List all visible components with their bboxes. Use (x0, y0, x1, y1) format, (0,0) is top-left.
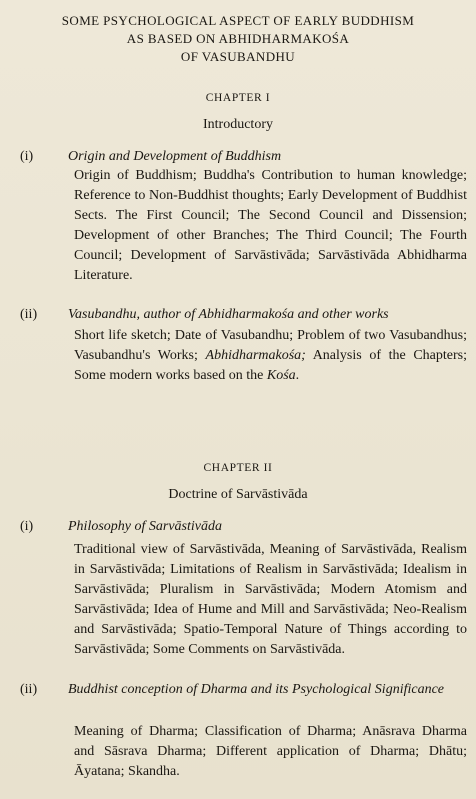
section-1-1-title: Origin and Development of Buddhism (68, 149, 282, 164)
section-2-2-title-a: Buddhist conception of (68, 682, 201, 697)
section-2-2-body (74, 722, 467, 782)
section-2-1-title: Philosophy of Sarvāstivāda (68, 519, 222, 534)
section-1-2-title-c: and other works (294, 307, 389, 322)
book-title-line-3: OF VASUBANDHU (180, 49, 296, 64)
section-2-2-text: Meaning of Dharma; Classification of Dharma; Anāsrava Dharma and Sāsrava Dharma; Different application of Dharma; Dhātu; Āyatana; Skandha. (74, 724, 467, 779)
section-1-1-text: Origin of Buddhism; Buddha's Contribution to human knowledge; Reference to Non-Buddhist thoughts; Early Development of Buddhist Sects. The First Council; The Second Council and Dissension; Development of other Branches; The Third Council; The Fourth Council; Development of Sarvāstivāda; Sarvāstivāda Abhidharma Literature. (74, 168, 467, 283)
section-2-1-text: Traditional view of Sarvāstivāda, Meaning of Sarvāstivāda, Realism in Sarvāstivāda; Limitations of Realism in Sarvāstivāda; Idealism in Sarvāstivāda; Pluralism in Sarvāstivāda; Modern Atomism and Sarvāstivāda; Idea of Hume and Mill and Sarvāstivāda; Neo-Realism and Sarvāstivāda; Spatio-Temporal Nature of Things according to Sarvāstivāda; Some Comments on Sarvāstivāda. (74, 542, 467, 657)
chapter-1-heading: CHAPTER I (205, 92, 271, 104)
section-1-1-number: (i) (20, 149, 34, 164)
section-2-2-title (68, 680, 458, 700)
section-1-2-text-d: Kośa (266, 368, 296, 383)
book-title-line-2: AS BASED ON ABHIDHARMAKOŚA (126, 31, 350, 46)
section-1-2-text-a: Short life sketch; Date of Vasubandhu; Problem of two Vasubandhus; Vasubandhu's Works; (74, 328, 467, 363)
section-1-2-body (74, 326, 467, 386)
section-2-1-number: (i) (20, 519, 34, 534)
section-2-1-body (74, 540, 467, 660)
section-1-2-text-e: . (295, 368, 300, 383)
chapter-2-subtitle: Doctrine of Sarvāstivāda (168, 487, 308, 502)
section-2-2-title-c: and its Psychological Significance (247, 682, 445, 697)
section-1-2-text (74, 326, 467, 386)
book-title (0, 12, 476, 66)
section-2-2-number: (ii) (20, 682, 38, 697)
section-1-2-title (68, 305, 458, 325)
section-1-2-number: (ii) (20, 307, 38, 322)
chapter-2-heading: CHAPTER II (203, 462, 273, 474)
section-1-2-text-c: Analysis of the Chapters; Some modern works based on the (74, 348, 468, 383)
chapter-1-subtitle: Introductory (203, 117, 273, 132)
section-1-2-title-a: Vasubandhu, author of (68, 307, 199, 322)
section-1-2-title-b: Abhidharmakośa (198, 307, 295, 322)
section-1-2-text-b: Abhidharmakośa; (205, 348, 306, 363)
section-1-1-body (74, 166, 467, 286)
section-2-2-title-b: Dharma (200, 682, 248, 697)
book-title-line-1: SOME PSYCHOLOGICAL ASPECT OF EARLY BUDDHISM (61, 13, 415, 28)
